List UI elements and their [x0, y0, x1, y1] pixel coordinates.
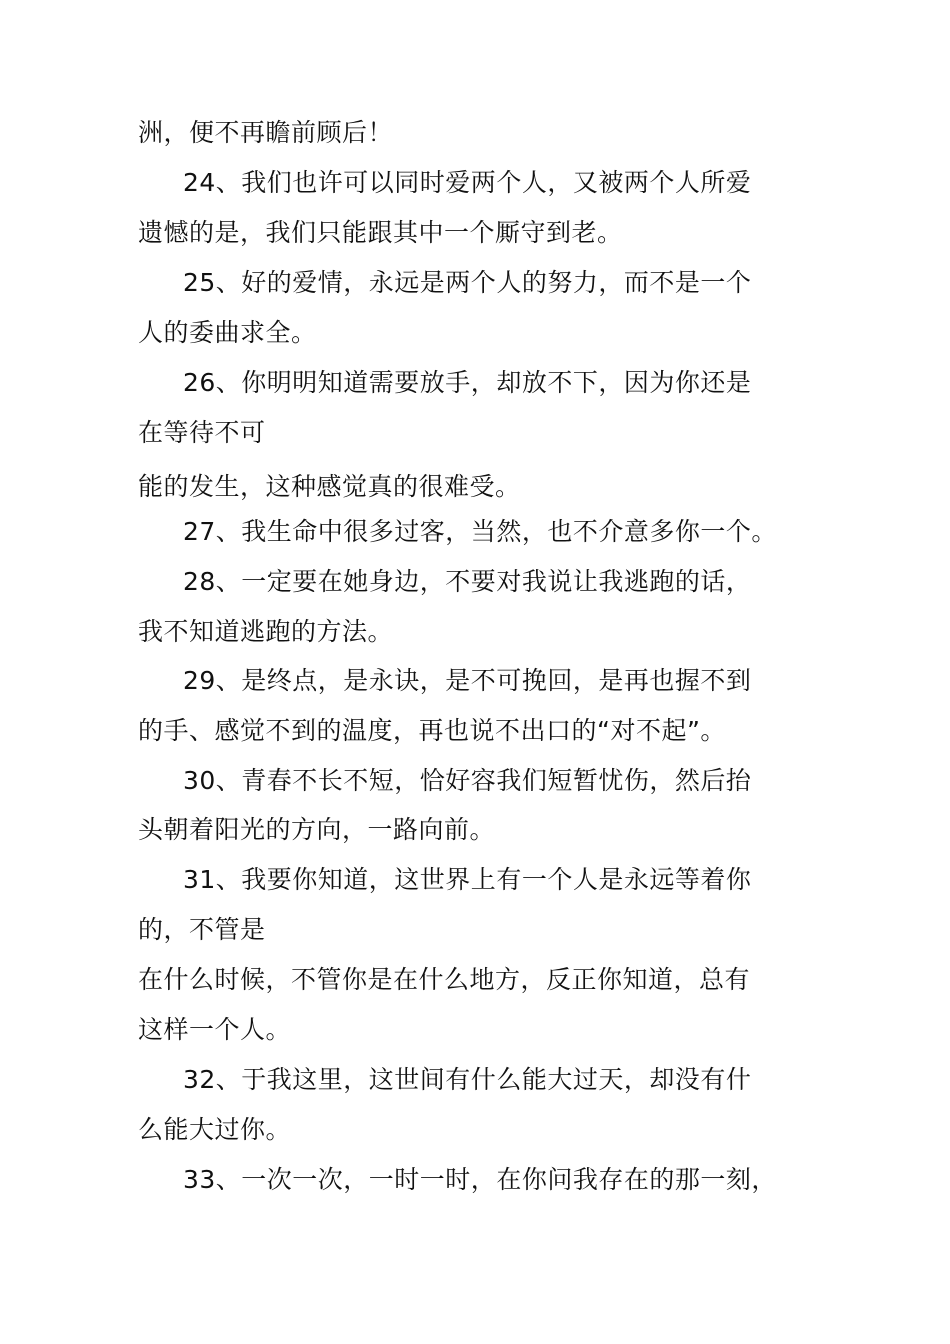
text-line: 能的发生，这种感觉真的很难受。: [138, 472, 521, 501]
text-line: 头朝着阳光的方向，一路向前。: [138, 815, 496, 844]
text-line: 29、是终点，是永诀，是不可挽回，是再也握不到: [183, 666, 752, 695]
text-line: 的，不管是: [138, 915, 266, 944]
text-line: 31、我要你知道，这世界上有一个人是永远等着你: [183, 865, 752, 894]
text-line: 32、于我这里，这世间有什么能大过天，却没有什: [183, 1065, 752, 1094]
text-line: 洲，便不再瞻前顾后！: [138, 118, 394, 147]
text-line: 25、好的爱情，永远是两个人的努力，而不是一个: [183, 268, 752, 297]
text-line: 这样一个人。: [138, 1015, 292, 1044]
text-line: 在等待不可: [138, 418, 266, 447]
text-line: 我不知道逃跑的方法。: [138, 617, 394, 646]
text-line: 的手、感觉不到的温度，再也说不出口的“对不起”。: [138, 716, 726, 745]
text-line: 遗憾的是，我们只能跟其中一个厮守到老。: [138, 218, 623, 247]
text-line: 28、一定要在她身边，不要对我说让我逃跑的话，: [183, 567, 752, 596]
text-line: 27、我生命中很多过客，当然，也不介意多你一个。: [183, 517, 777, 546]
text-line: 人的委曲求全。: [138, 318, 317, 347]
text-line: 30、青春不长不短，恰好容我们短暂忧伤，然后抬: [183, 766, 752, 795]
text-line: 在什么时候，不管你是在什么地方，反正你知道，总有: [138, 965, 751, 994]
text-line: 33、一次一次，一时一时，在你问我存在的那一刻，: [183, 1165, 777, 1194]
text-line: 24、我们也许可以同时爱两个人，又被两个人所爱: [183, 168, 752, 197]
text-line: 26、你明明知道需要放手，却放不下，因为你还是: [183, 368, 752, 397]
text-line: 么能大过你。: [138, 1115, 292, 1144]
